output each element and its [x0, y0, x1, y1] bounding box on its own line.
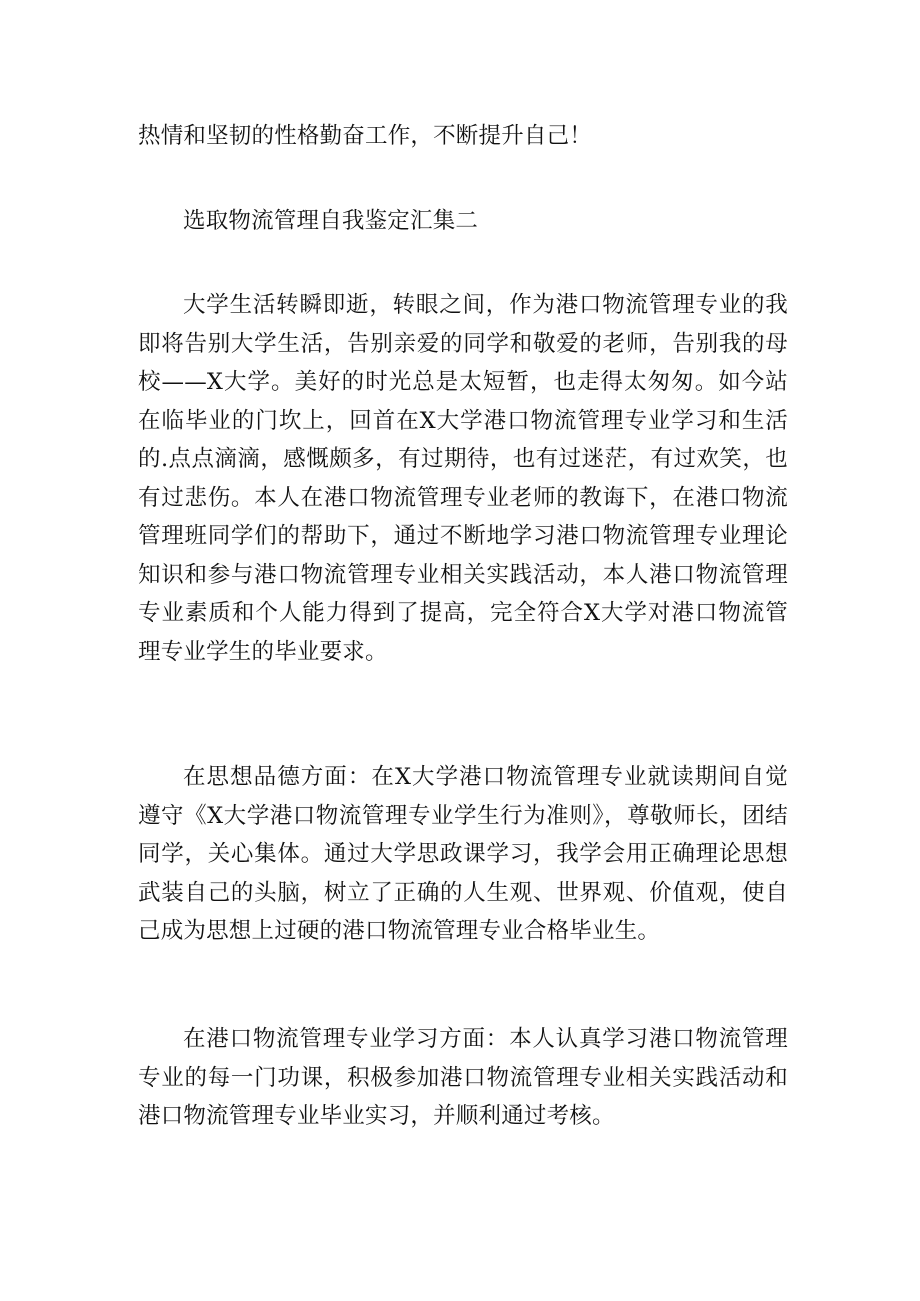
paragraph-continuation: 热情和坚韧的性格勤奋工作，不断提升自己！ [138, 123, 593, 149]
paragraph-intro: 大学生活转瞬即逝，转眼之间，作为港口物流管理专业的我即将告别大学生活，告别亲爱的同学和敬爱的老师，告别我的母校——X大学。美好的时光总是太短暂，也走得太匆匆。如今站在临毕业的门坎上，回首在X大学港口物流管理专业学习和生活的.点点滴滴，感慨颇多，有过期待，也有过迷茫，有过欢笑，也有过悲伤。本人在港口物流管理专业老师的教诲下，在港口物流管理班同学们的帮助下，通过不断地学习港口物流管理专业理论知识和参与港口物流管理专业相关实践活动，本人港口物流管理专业素质和个人能力得到了提高，完全符合X大学对港口物流管理专业学生的毕业要求。 [138, 292, 788, 665]
paragraph-professional-study: 在港口物流管理专业学习方面：本人认真学习港口物流管理专业的每一门功课，积极参加港口物流管理专业相关实践活动和港口物流管理专业毕业实习，并顺利通过考核。 [138, 1026, 788, 1129]
paragraph-moral-character: 在思想品德方面：在X大学港口物流管理专业就读期间自觉遵守《X大学港口物流管理专业学生行为准则》，尊敬师长，团结同学，关心集体。通过大学思政课学习，我学会用正确理论思想武装自己的头脑，树立了正确的人生观、世界观、价值观，使自己成为思想上过硬的港口物流管理专业合格毕业生。 [138, 764, 788, 944]
section-heading: 选取物流管理自我鉴定汇集二 [183, 208, 479, 234]
